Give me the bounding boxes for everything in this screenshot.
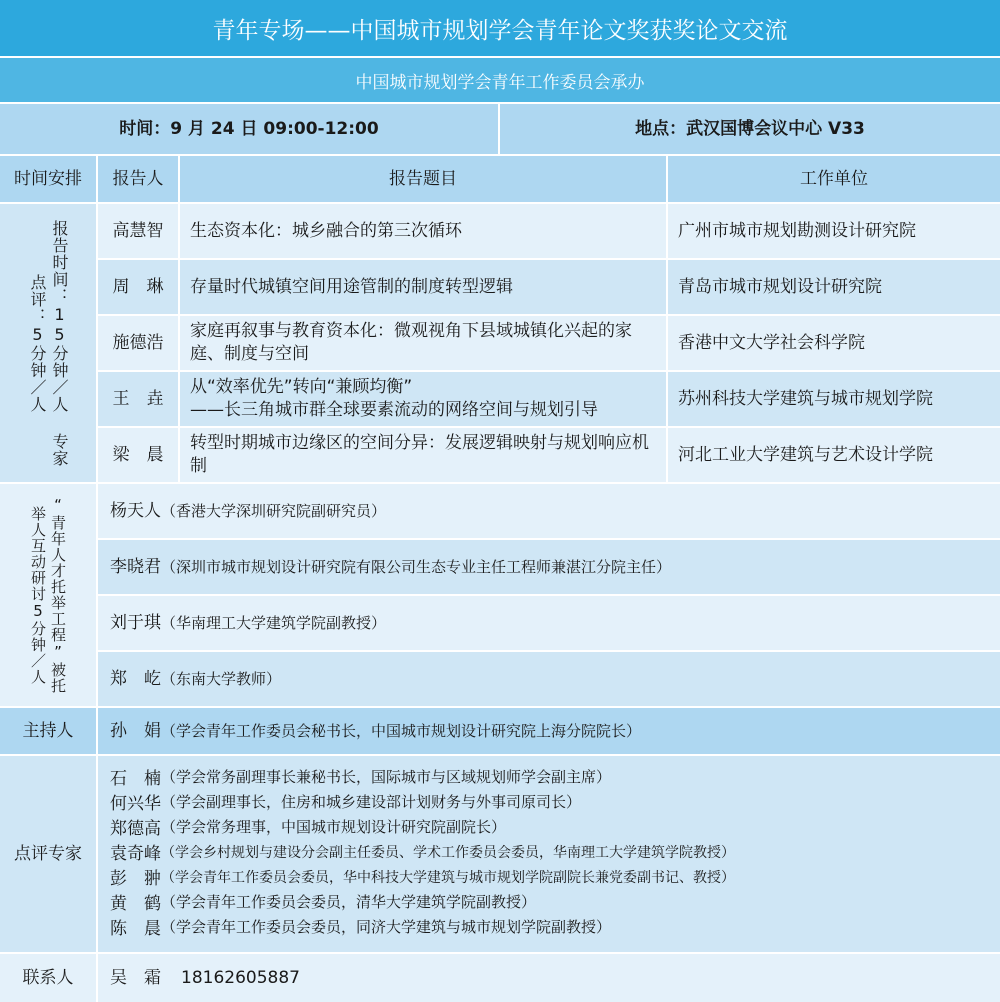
mentees-list — [98, 484, 1000, 706]
experts-label: 点评专家 — [0, 756, 96, 952]
col-header-unit: 工作单位 — [668, 156, 1000, 202]
contact-label: 联系人 — [0, 954, 96, 1002]
mentee-item — [98, 484, 1000, 538]
talk-speaker: 周 琳 — [98, 260, 178, 314]
expert-item — [110, 864, 1000, 889]
talk-speaker: 高慧智 — [98, 204, 178, 258]
expert-name: 郑德高 — [110, 819, 161, 839]
expert-name: 黄 鹤 — [110, 894, 161, 914]
talk-speaker: 梁 晨 — [98, 428, 178, 482]
talks-table — [98, 204, 1000, 482]
talk-unit: 河北工业大学建筑与艺术设计学院 — [668, 428, 1000, 482]
mentee-item — [98, 652, 1000, 706]
contact-name: 吴 霜 — [110, 967, 161, 988]
mentee-name: 郑 屹 — [110, 668, 161, 689]
expert-item — [110, 889, 1000, 914]
expert-detail: （学会常务理事，中国城市规划设计研究院副院长） — [161, 818, 507, 836]
talk-topic: 存量时代城镇空间用途管制的制度转型逻辑 — [180, 260, 666, 314]
event-location: 地点：武汉国博会议中心 V33 — [500, 104, 1000, 154]
expert-detail: （学会常务副理事长兼秘书长，国际城市与区域规划师学会副主席） — [161, 768, 612, 786]
mentee-name: 杨天人 — [110, 500, 161, 521]
host-row — [98, 708, 1000, 754]
expert-detail: （学会青年工作委员会委员，华中科技大学建筑与城市规划学院副院长兼党委副书记、教授） — [161, 869, 735, 886]
talk-topic: 家庭再叙事与教育资本化：微观视角下县域城镇化兴起的家庭、制度与空间 — [180, 316, 666, 370]
host-name: 孙 娟 — [110, 720, 161, 741]
expert-item — [110, 789, 1000, 814]
talk-unit: 香港中文大学社会科学院 — [668, 316, 1000, 370]
col-header-schedule: 时间安排 — [0, 156, 96, 202]
page-title: 青年专场——中国城市规划学会青年论文奖获奖论文交流 — [0, 0, 1000, 56]
expert-detail: （学会青年工作委员会委员，清华大学建筑学院副教授） — [161, 893, 537, 911]
col-header-speaker: 报告人 — [98, 156, 178, 202]
expert-detail: （学会副理事长，住房和城乡建设部计划财务与外事司原司长） — [161, 793, 582, 811]
host-label: 主持人 — [0, 708, 96, 754]
mentee-detail: （华南理工大学建筑学院副教授） — [161, 613, 387, 632]
expert-name: 石 楠 — [110, 769, 161, 789]
expert-item — [110, 814, 1000, 839]
expert-name: 彭 翀 — [110, 869, 161, 889]
contact-row — [98, 954, 1000, 1002]
expert-detail: （学会青年工作委员会委员，同济大学建筑与城市规划学院副教授） — [161, 918, 612, 936]
mentee-detail: （东南大学教师） — [161, 669, 282, 688]
section-talks-label-cell — [0, 204, 96, 482]
mentee-detail: （香港大学深圳研究院副研究员） — [161, 501, 387, 520]
talk-topic: 生态资本化：城乡融合的第三次循环 — [180, 204, 666, 258]
expert-item — [110, 914, 1000, 939]
mentee-name: 李晓君 — [110, 556, 161, 577]
expert-item — [110, 839, 1000, 864]
expert-name: 陈 晨 — [110, 919, 161, 939]
talk-unit: 苏州科技大学建筑与城市规划学院 — [668, 372, 1000, 426]
section-talks-label: 报告时间：15分钟／人 专家点评：5分钟／人 — [28, 219, 69, 467]
mentee-item — [98, 596, 1000, 650]
talk-speaker: 施德浩 — [98, 316, 178, 370]
section-mentees-label-cell — [0, 484, 96, 706]
host-detail: （学会青年工作委员会秘书长，中国城市规划设计研究院上海分院院长） — [161, 721, 642, 740]
organizer-line: 中国城市规划学会青年工作委员会承办 — [0, 58, 1000, 102]
talk-speaker: 王 垚 — [98, 372, 178, 426]
experts-list — [98, 756, 1000, 952]
mentee-item — [98, 540, 1000, 594]
talk-topic: 转型时期城市边缘区的空间分异：发展逻辑映射与规划响应机制 — [180, 428, 666, 482]
expert-name: 何兴华 — [110, 794, 161, 814]
talk-unit: 广州市城市规划勘测设计研究院 — [668, 204, 1000, 258]
section-mentees-label: “青年人才托举工程”被托举人互动研讨5分钟／人 — [29, 496, 67, 694]
expert-item — [110, 764, 1000, 789]
mentee-name: 刘于琪 — [110, 612, 161, 633]
expert-name: 袁奇峰 — [110, 844, 161, 864]
expert-detail: （学会乡村规划与建设分会副主任委员、学术工作委员会委员，华南理工大学建筑学院教授） — [161, 844, 735, 861]
event-time: 时间：9 月 24 日 09:00-12:00 — [0, 104, 498, 154]
col-header-topic: 报告题目 — [180, 156, 666, 202]
mentee-detail: （深圳市城市规划设计研究院有限公司生态专业主任工程师兼湛江分院主任） — [161, 557, 672, 576]
contact-phone: 18162605887 — [181, 967, 300, 988]
talk-topic: 从“效率优先”转向“兼顾均衡” ——长三角城市群全球要素流动的网络空间与规划引导 — [180, 372, 666, 426]
talk-unit: 青岛市城市规划设计研究院 — [668, 260, 1000, 314]
